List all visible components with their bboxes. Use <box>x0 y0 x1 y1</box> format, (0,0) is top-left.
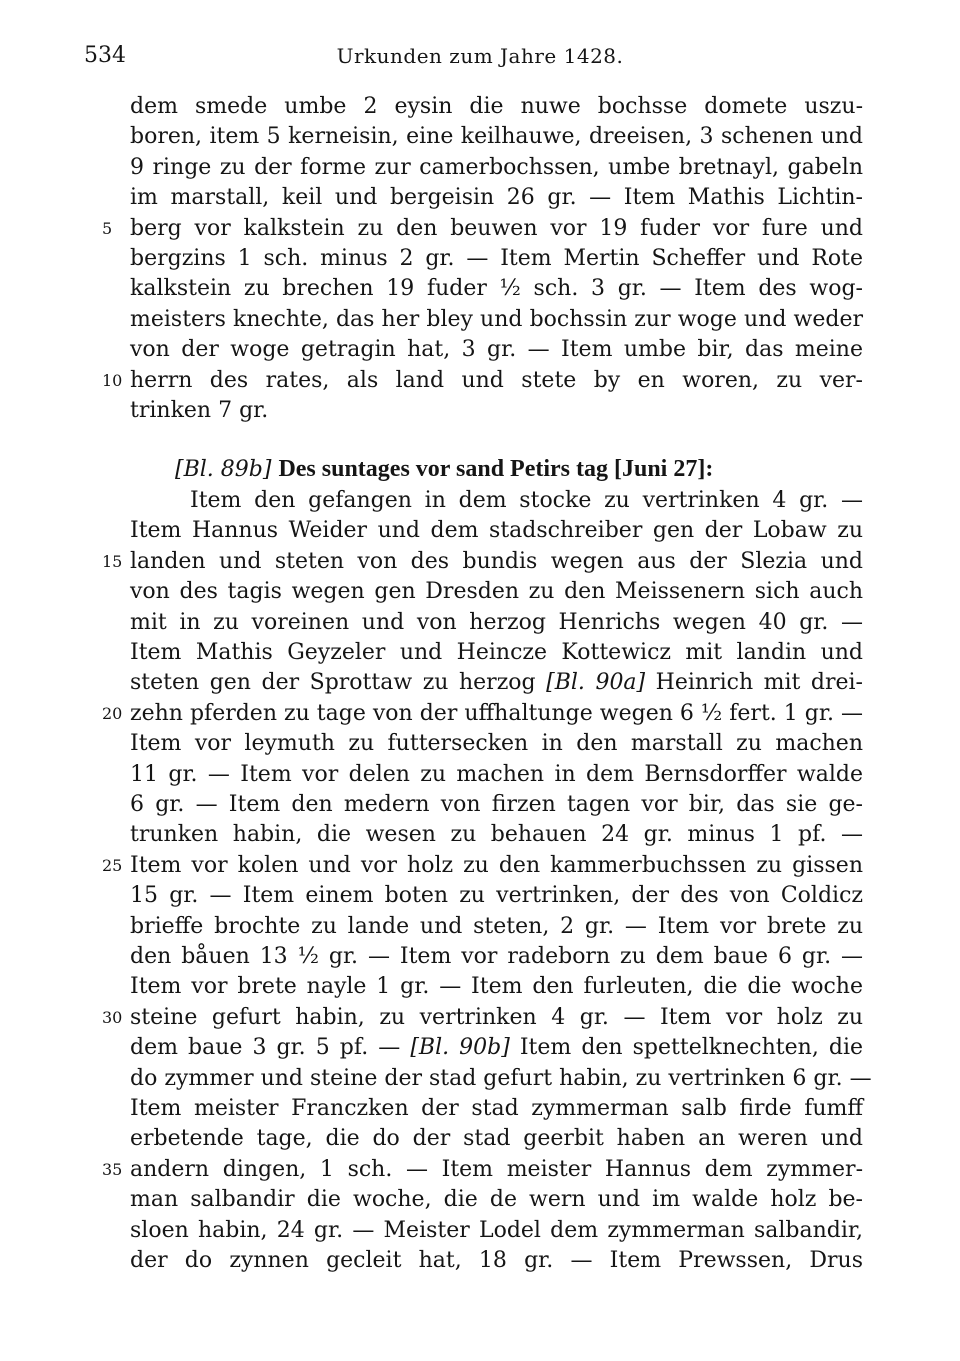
text-line: bergzins 1 sch. minus 2 gr. — Item Mertin Scheffer und Rote <box>130 246 863 271</box>
text-line: Item meister Franczken der stad zymmerman salb firde fumff <box>130 1096 863 1121</box>
section-heading <box>175 456 863 483</box>
text-line: von der woge getragin hat, 3 gr. — Item umbe bir, das meine <box>130 337 863 363</box>
text-line: trunken habin, die wesen zu behauen 24 gr. minus 1 pf. — <box>130 822 863 848</box>
text-line: Item vor kolen und vor holz zu den kammerbuchssen zu gissen <box>130 852 863 878</box>
page-number: 534 <box>84 43 126 68</box>
text-line: man salbandir die woche, die de wern und im walde holz be- <box>130 1187 863 1213</box>
line-number: 15 <box>102 551 123 571</box>
text-line: Item Mathis Geyzeler und Heincze Kottewicz mit landin und <box>130 640 863 665</box>
line-number: 5 <box>102 218 113 238</box>
text-line: do zymmer und steine der stad gefurt habin, zu vertrinken 6 gr. — <box>130 1065 872 1091</box>
text-line: boren, item 5 kerneisin, eine keilhauwe, dreeisen, 3 schenen und <box>130 124 863 150</box>
line-number: 30 <box>102 1007 123 1027</box>
line-number: 25 <box>102 855 123 875</box>
line-text: steten gen der Sprottaw zu herzog <box>130 670 547 696</box>
folio-reference: [Bl. 90b] <box>410 1035 510 1061</box>
folio-reference: [Bl. 89b] <box>175 457 272 482</box>
heading-title: Des suntages vor sand Petirs tag [Juni 27]: <box>278 456 714 482</box>
text-line <box>130 1035 863 1061</box>
text-line: sloen habin, 24 gr. — Meister Lodel dem zymmerman salbandir, <box>130 1217 863 1243</box>
line-number: 20 <box>102 703 123 723</box>
text-line: den båuen 13 ½ gr. — Item vor radeborn zu dem baue 6 gr. — <box>130 944 863 969</box>
text-line: andern dingen, 1 sch. — Item meister Hannus dem zymmer- <box>130 1156 863 1182</box>
text-line: Item vor leymuth zu futtersecken in den marstall zu machen <box>130 731 863 757</box>
text-line: 9 ringe zu der forme zur camerbochssen, umbe bretnayl, gabeln <box>130 154 863 180</box>
text-line: Item vor brete nayle 1 gr. — Item den furleuten, die die woche <box>130 974 863 1000</box>
text-line: meisters knechte, das her bley und bochssin zur woge und weder <box>130 306 863 332</box>
text-line: brieffe brochte zu lande und steten, 2 gr. — Item vor brete zu <box>130 913 863 939</box>
line-text: Item den spettelknechten, die <box>509 1035 863 1061</box>
text-line: erbetende tage, die do der stad geerbit haben an weren und <box>130 1126 863 1152</box>
text-line: berg vor kalkstein zu den beuwen vor 19 fuder vor fure und <box>130 215 863 241</box>
folio-reference: [Bl. 90a] <box>546 670 646 696</box>
text-line <box>130 670 863 696</box>
text-line: 15 gr. — Item einem boten zu vertrinken, der des von Coldicz <box>130 883 863 909</box>
text-line: zehn pferden zu tage von der uffhaltunge wegen 6 ½ fert. 1 gr. — <box>130 700 863 726</box>
text-line: 6 gr. — Item den medern von firzen tagen vor bir, das sie ge- <box>130 792 863 817</box>
text-line: Item den gefangen in dem stocke zu vertrinken 4 gr. — <box>190 488 863 513</box>
line-number: 35 <box>102 1159 123 1179</box>
line-text: Heinrich mit drei- <box>645 670 863 696</box>
line-number: 10 <box>102 370 123 390</box>
text-line: herrn des rates, als land und stete by en woren, zu ver- <box>130 367 863 393</box>
text-line: landen und steten von des bundis wegen aus der Slezia und <box>130 548 863 574</box>
text-line: von des tagis wegen gen Dresden zu den Meissenern sich auch <box>130 579 863 605</box>
text-line: mit in zu voreinen und von herzog Henrichs wegen 40 gr. — <box>130 609 863 635</box>
text-line: der do zynnen gecleit hat, 18 gr. — Item Prewssen, Drus <box>130 1248 863 1273</box>
line-text: dem baue 3 gr. 5 pf. — <box>130 1035 411 1061</box>
text-line: dem smede umbe 2 eysin die nuwe bochsse domete uszu- <box>130 94 863 119</box>
text-line: kalkstein zu brechen 19 fuder ½ sch. 3 gr. — Item des wog- <box>130 276 863 302</box>
text-line: Item Hannus Weider und dem stadschreiber gen der Lobaw zu <box>130 518 863 544</box>
text-line: steine gefurt habin, zu vertrinken 4 gr. — Item vor holz zu <box>130 1004 863 1030</box>
text-line: im marstall, keil und bergeisin 26 gr. — Item Mathis Lichtin- <box>130 185 863 211</box>
text-line: 11 gr. — Item vor delen zu machen in dem Bernsdorffer walde <box>130 761 863 787</box>
text-line: trinken 7 gr. <box>130 398 269 423</box>
running-head: Urkunden zum Jahre 1428. <box>336 44 624 68</box>
